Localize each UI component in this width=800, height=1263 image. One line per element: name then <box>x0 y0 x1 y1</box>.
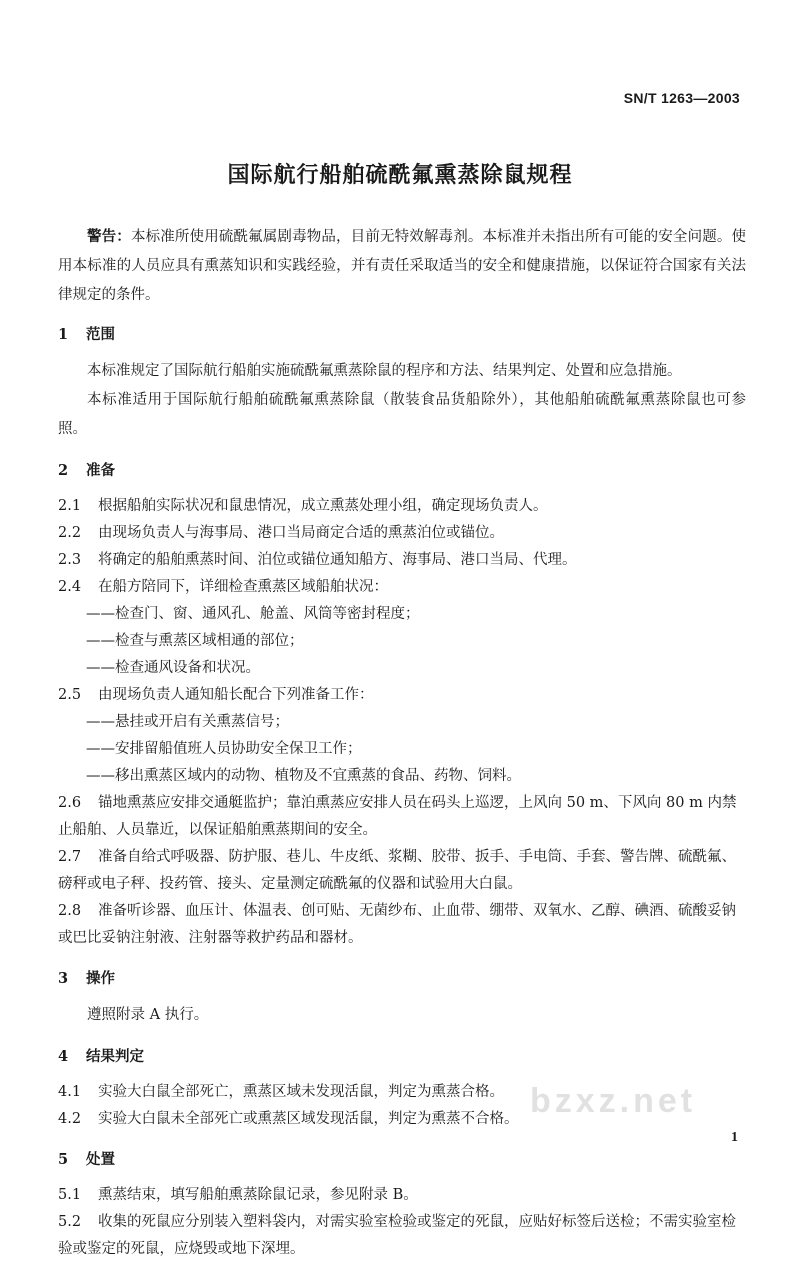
section-number: 5 <box>58 1151 69 1168</box>
clause-number: 2.7 <box>58 849 82 865</box>
section-number: 4 <box>58 1048 69 1065</box>
clause-number: 2.1 <box>58 498 82 514</box>
warning-lead: 警告： <box>87 228 131 245</box>
clause-text: 准备听诊器、血压计、体温表、创可贴、无菌纱布、止血带、绷带、双氧水、乙醇、碘酒、硫酸妥钠或巴比妥钠注射液、注射器等救护药品和器材。 <box>58 903 736 946</box>
clause-5-1 <box>58 1182 746 1209</box>
clause-text: 实验大白鼠未全部死亡或熏蒸区域发现活鼠，判定为熏蒸不合格。 <box>98 1111 519 1127</box>
clause-number: 2.4 <box>58 579 82 595</box>
list-item: ——移出熏蒸区域内的动物、植物及不宜熏蒸的食品、药物、饲料。 <box>86 768 521 784</box>
document-body <box>58 222 746 1263</box>
clause-number: 2.8 <box>58 903 82 919</box>
clause-2-4 <box>58 574 746 601</box>
clause-number: 2.6 <box>58 795 82 811</box>
list-item: ——悬挂或开启有关熏蒸信号； <box>86 714 289 730</box>
document-title: 国际航行船舶硫酰氟熏蒸除鼠规程 <box>227 162 573 188</box>
clause-2-8 <box>58 898 746 952</box>
clause-number: 5.2 <box>58 1214 82 1230</box>
clause-2-2 <box>58 520 746 547</box>
section-heading-result <box>58 1042 746 1071</box>
clause-text: 将确定的船舶熏蒸时间、泊位或锚位通知船方、海事局、港口当局、代理。 <box>98 552 577 568</box>
clause-text: 锚地熏蒸应安排交通艇监护；靠泊熏蒸应安排人员在码头上巡逻，上风向 50 m、下风向 80 m 内禁止船舶、人员靠近，以保证船舶熏蒸期间的安全。 <box>58 795 737 838</box>
clause-text: 由现场负责人通知船长配合下列准备工作： <box>98 687 374 703</box>
section-title: 结果判定 <box>86 1048 144 1065</box>
clause-text: 熏蒸结束，填写船舶熏蒸除鼠记录，参见附录 B。 <box>98 1187 418 1203</box>
scope-paragraph-2: 本标准适用于国际航行船舶硫酰氟熏蒸除鼠（散装食品货船除外），其他船舶硫酰氟熏蒸除鼠也可参照。 <box>58 392 746 437</box>
clause-text: 准备自给式呼吸器、防护服、巷儿、牛皮纸、浆糊、胶带、扳手、手电筒、手套、警告牌、硫酰氟、磅秤或电子秤、投药管、接头、定量测定硫酰氟的仪器和试验用大白鼠。 <box>58 849 736 892</box>
clause-number: 2.5 <box>58 687 82 703</box>
list-item: ——安排留船值班人员协助安全保卫工作； <box>86 741 362 757</box>
section-number: 3 <box>58 970 69 987</box>
scope-paragraph-1: 本标准规定了国际航行船舶实施硫酰氟熏蒸除鼠的程序和方法、结果判定、处置和应急措施。 <box>87 363 682 379</box>
document-code: SN/T 1263—2003 <box>623 90 740 106</box>
clause-number: 2.3 <box>58 552 82 568</box>
section-title: 准备 <box>86 462 115 479</box>
warning-paragraph <box>58 222 746 310</box>
clause-2-1 <box>58 493 746 520</box>
clause-2-5 <box>58 682 746 709</box>
clause-4-2 <box>58 1106 746 1133</box>
section-heading-operation <box>58 964 746 993</box>
warning-text: 本标准所使用硫酰氟属剧毒物品，目前无特效解毒剂。本标准并未指出所有可能的安全问题。使用本标准的人员应具有熏蒸知识和实践经验，并有责任采取适当的安全和健康措施，以保证符合国家有关法律规定的条件。 <box>58 229 747 303</box>
clause-2-7 <box>58 844 746 898</box>
watermark: bzxz.net <box>530 1082 697 1120</box>
page-number: 1 <box>731 1130 738 1145</box>
clause-number: 4.2 <box>58 1111 82 1127</box>
section-title: 范围 <box>86 326 115 343</box>
clause-text: 收集的死鼠应分别装入塑料袋内，对需实验室检验或鉴定的死鼠，应贴好标签后送检；不需实验室检验或鉴定的死鼠，应烧毁或地下深埋。 <box>58 1214 736 1257</box>
section-heading-scope <box>58 320 746 349</box>
clause-text: 根据船舶实际状况和鼠患情况，成立熏蒸处理小组，确定现场负责人。 <box>98 498 548 514</box>
clause-text: 由现场负责人与海事局、港口当局商定合适的熏蒸泊位或锚位。 <box>98 525 504 541</box>
list-item: ——检查通风设备和状况。 <box>86 660 260 676</box>
clause-number: 5.1 <box>58 1187 82 1203</box>
list-item: ——检查与熏蒸区域相通的部位； <box>86 633 304 649</box>
clause-2-3 <box>58 547 746 574</box>
clause-5-2 <box>58 1209 746 1263</box>
clause-4-1 <box>58 1079 746 1106</box>
clause-text: 实验大白鼠全部死亡，熏蒸区域未发现活鼠，判定为熏蒸合格。 <box>98 1084 504 1100</box>
section-title: 处置 <box>86 1151 115 1168</box>
clause-2-6 <box>58 790 746 844</box>
list-item: ——检查门、窗、通风孔、舱盖、风筒等密封程度； <box>86 606 420 622</box>
section-title: 操作 <box>86 970 115 987</box>
section-heading-preparation <box>58 456 746 485</box>
section-number: 1 <box>58 326 69 343</box>
operation-paragraph: 遵照附录 A 执行。 <box>87 1007 209 1023</box>
clause-number: 2.2 <box>58 525 82 541</box>
section-heading-disposal <box>58 1145 746 1174</box>
clause-text: 在船方陪同下，详细检查熏蒸区域船舶状况： <box>98 579 388 595</box>
section-number: 2 <box>58 462 69 479</box>
clause-number: 4.1 <box>58 1084 82 1100</box>
